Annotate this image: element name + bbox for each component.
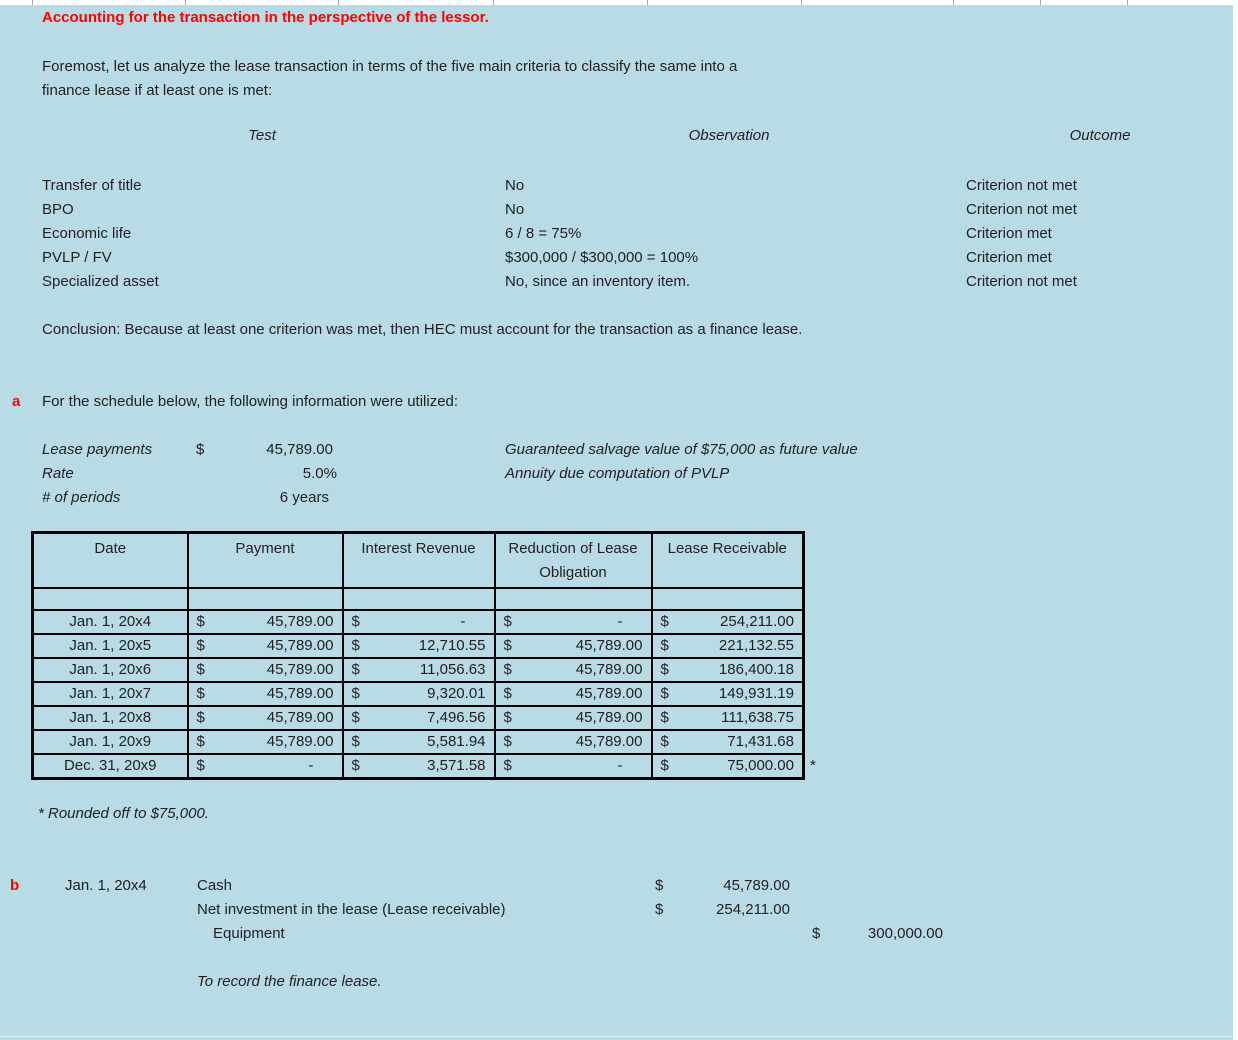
currency-symbol: $ xyxy=(351,733,360,750)
criteria-outcome: Criterion not met xyxy=(966,201,1077,218)
amount: 45,789.00 xyxy=(575,661,643,678)
fact-label: Lease payments xyxy=(42,441,153,458)
schedule-row xyxy=(33,730,804,754)
currency-symbol: $ xyxy=(503,661,512,678)
criteria-test: Economic life xyxy=(42,225,132,242)
section-a-label: a xyxy=(12,393,21,410)
schedule-header-receivable xyxy=(652,533,804,589)
cell-interest xyxy=(343,682,495,706)
journal-amount: 300,000.00 xyxy=(867,925,943,942)
amount: 149,931.19 xyxy=(718,685,794,702)
currency-symbol: $ xyxy=(196,661,205,678)
cell-payment xyxy=(188,754,343,779)
cell-receivable xyxy=(652,634,804,658)
currency-symbol: $ xyxy=(196,757,205,774)
fact-label: # of periods xyxy=(42,489,121,506)
journal-amount: 254,211.00 xyxy=(716,901,790,918)
cell-reduction xyxy=(495,658,652,682)
cell-payment xyxy=(188,706,343,730)
fact-value: 6 years xyxy=(279,489,329,506)
amount: 3,571.58 xyxy=(427,757,486,774)
currency-symbol: $ xyxy=(196,685,205,702)
amount: 45,789.00 xyxy=(266,685,334,702)
cell-date: Jan. 1, 20x6 xyxy=(33,658,188,682)
schedule-row xyxy=(33,706,804,730)
journal-account-credit: Equipment xyxy=(213,925,285,942)
cell-reduction xyxy=(495,730,652,754)
criteria-observation: $300,000 / $300,000 = 100% xyxy=(505,249,699,266)
cell-receivable xyxy=(652,610,804,634)
currency-symbol: $ xyxy=(660,757,669,774)
criteria-header-outcome: Outcome xyxy=(1069,127,1131,144)
currency-symbol: $ xyxy=(655,877,664,894)
amount: 45,789.00 xyxy=(266,661,334,678)
intro-line-1: Foremost, let us analyze the lease transaction in terms of the five main criteria to classify the same into a xyxy=(42,58,738,75)
schedule-header-interest xyxy=(343,533,495,589)
amount: 111,638.75 xyxy=(721,709,794,726)
amount: 9,320.01 xyxy=(427,685,486,702)
amount: 11,056.63 xyxy=(419,661,486,678)
currency-symbol: $ xyxy=(503,757,512,774)
currency-symbol: $ xyxy=(351,709,360,726)
cell-interest xyxy=(343,706,495,730)
fact-value: 45,789.00 xyxy=(266,441,333,458)
currency-symbol: $ xyxy=(196,637,205,654)
schedule-row xyxy=(33,634,804,658)
criteria-test: Specialized asset xyxy=(42,273,159,290)
cell-interest xyxy=(343,634,495,658)
journal-account-debit: Net investment in the lease (Lease receivable) xyxy=(197,901,506,918)
amount: - xyxy=(617,613,623,630)
amount: 45,789.00 xyxy=(575,685,643,702)
cell-payment xyxy=(188,730,343,754)
amount: 45,789.00 xyxy=(266,613,334,630)
amount: 45,789.00 xyxy=(266,637,334,654)
amount: 45,789.00 xyxy=(575,709,643,726)
cell-date: Dec. 31, 20x9 xyxy=(33,754,188,779)
cell-date: Jan. 1, 20x7 xyxy=(33,682,188,706)
cell-payment xyxy=(188,682,343,706)
journal-memo: To record the finance lease. xyxy=(197,973,382,990)
cell-date: Jan. 1, 20x8 xyxy=(33,706,188,730)
journal-account-debit: Cash xyxy=(197,877,233,894)
cell-receivable xyxy=(652,730,804,754)
cell-reduction xyxy=(495,610,652,634)
cell-receivable xyxy=(652,658,804,682)
currency-symbol: $ xyxy=(351,757,360,774)
section-b-label: b xyxy=(10,877,20,894)
criteria-header-observation: Observation xyxy=(688,127,770,144)
cell-receivable xyxy=(652,706,804,730)
sheet-bottom-gridline xyxy=(0,1036,1233,1037)
criteria-outcome: Criterion met xyxy=(966,225,1052,242)
fact-value: 5.0% xyxy=(302,465,337,482)
criteria-observation: 6 / 8 = 75% xyxy=(505,225,582,242)
schedule-footnote: * Rounded off to $75,000. xyxy=(38,805,209,822)
currency-symbol: $ xyxy=(660,613,669,630)
amount: 186,400.18 xyxy=(718,661,794,678)
criteria-header-test: Test xyxy=(248,127,276,144)
amount: 221,132.55 xyxy=(718,637,794,654)
amount: 45,789.00 xyxy=(575,733,643,750)
page-title: Accounting for the transaction in the perspective of the lessor. xyxy=(42,9,489,26)
amount: 12,710.55 xyxy=(418,637,486,654)
criteria-outcome: Criterion not met xyxy=(966,273,1077,290)
amount: - xyxy=(308,757,314,774)
cell-payment xyxy=(188,634,343,658)
footnote-marker: * xyxy=(810,757,816,774)
cell-receivable xyxy=(652,754,804,779)
cell-date: Jan. 1, 20x9 xyxy=(33,730,188,754)
amortization-schedule-table xyxy=(31,531,805,780)
header-label: Lease Receivable xyxy=(667,540,787,557)
header-label: Date xyxy=(94,540,127,557)
amount: 254,211.00 xyxy=(720,613,794,630)
amount: - xyxy=(460,613,466,630)
amount: 5,581.94 xyxy=(427,733,486,750)
fact-label: Rate xyxy=(42,465,74,482)
cell-reduction xyxy=(495,754,652,779)
currency-symbol: $ xyxy=(351,685,360,702)
currency-symbol: $ xyxy=(351,613,360,630)
amount: 71,431.68 xyxy=(727,733,794,750)
currency-symbol: $ xyxy=(503,709,512,726)
cell-payment xyxy=(188,610,343,634)
currency-symbol: $ xyxy=(660,661,669,678)
cell-interest xyxy=(343,730,495,754)
currency-symbol: $ xyxy=(812,925,821,942)
intro-paragraph xyxy=(42,55,737,103)
journal-amount: 45,789.00 xyxy=(723,877,790,894)
currency-symbol: $ xyxy=(196,441,205,458)
currency-symbol: $ xyxy=(196,709,205,726)
blank-cell xyxy=(188,588,343,610)
criteria-test: Transfer of title xyxy=(42,177,142,194)
currency-symbol: $ xyxy=(503,613,512,630)
amount: 45,789.00 xyxy=(266,733,334,750)
currency-symbol: $ xyxy=(660,709,669,726)
blank-cell xyxy=(495,588,652,610)
journal-date: Jan. 1, 20x4 xyxy=(65,877,147,894)
blank-cell xyxy=(652,588,804,610)
schedule-header-payment xyxy=(188,533,343,589)
criteria-outcome: Criterion not met xyxy=(966,177,1077,194)
currency-symbol: $ xyxy=(660,637,669,654)
fact-note: Annuity due computation of PVLP xyxy=(505,465,730,482)
header-label: Reduction of Lease xyxy=(508,540,638,557)
cell-interest xyxy=(343,658,495,682)
cell-date: Jan. 1, 20x4 xyxy=(33,610,188,634)
cell-date: Jan. 1, 20x5 xyxy=(33,634,188,658)
cell-receivable xyxy=(652,682,804,706)
amount: - xyxy=(617,757,623,774)
amount: 45,789.00 xyxy=(266,709,334,726)
amount: 75,000.00 xyxy=(727,757,794,774)
cell-interest xyxy=(343,610,495,634)
cell-interest xyxy=(343,754,495,779)
blank-cell xyxy=(33,588,188,610)
conclusion-text: Conclusion: Because at least one criterion was met, then HEC must account for the transaction as a finance lease. xyxy=(42,321,803,338)
amount: 45,789.00 xyxy=(575,637,643,654)
currency-symbol: $ xyxy=(351,637,360,654)
schedule-row xyxy=(33,610,804,634)
header-label: Obligation xyxy=(539,564,607,581)
currency-symbol: $ xyxy=(660,685,669,702)
currency-symbol: $ xyxy=(503,733,512,750)
currency-symbol: $ xyxy=(351,661,360,678)
schedule-row xyxy=(33,754,804,779)
currency-symbol: $ xyxy=(660,733,669,750)
criteria-test: PVLP / FV xyxy=(42,249,112,266)
cell-payment xyxy=(188,658,343,682)
amount: 7,496.56 xyxy=(427,709,486,726)
header-label: Interest Revenue xyxy=(361,540,476,557)
schedule-row xyxy=(33,658,804,682)
currency-symbol: $ xyxy=(196,613,205,630)
currency-symbol: $ xyxy=(503,637,512,654)
criteria-observation: No xyxy=(505,177,525,194)
section-a-intro: For the schedule below, the following information were utilized: xyxy=(42,393,459,410)
schedule-header-reduction xyxy=(495,533,652,589)
schedule-header-row xyxy=(33,533,804,589)
criteria-test: BPO xyxy=(42,201,74,218)
sheet-background xyxy=(0,5,1233,1040)
intro-line-2: finance lease if at least one is met: xyxy=(42,82,273,99)
cell-reduction xyxy=(495,706,652,730)
criteria-outcome: Criterion met xyxy=(966,249,1052,266)
currency-symbol: $ xyxy=(196,733,205,750)
schedule-row xyxy=(33,682,804,706)
criteria-observation: No xyxy=(505,201,525,218)
schedule-blank-row xyxy=(33,588,804,610)
fact-note: Guaranteed salvage value of $75,000 as future value xyxy=(505,441,858,458)
schedule-header-date xyxy=(33,533,188,589)
header-label: Payment xyxy=(235,540,295,557)
blank-cell xyxy=(343,588,495,610)
cell-reduction xyxy=(495,682,652,706)
currency-symbol: $ xyxy=(503,685,512,702)
criteria-observation: No, since an inventory item. xyxy=(505,273,691,290)
cell-reduction xyxy=(495,634,652,658)
currency-symbol: $ xyxy=(655,901,664,918)
